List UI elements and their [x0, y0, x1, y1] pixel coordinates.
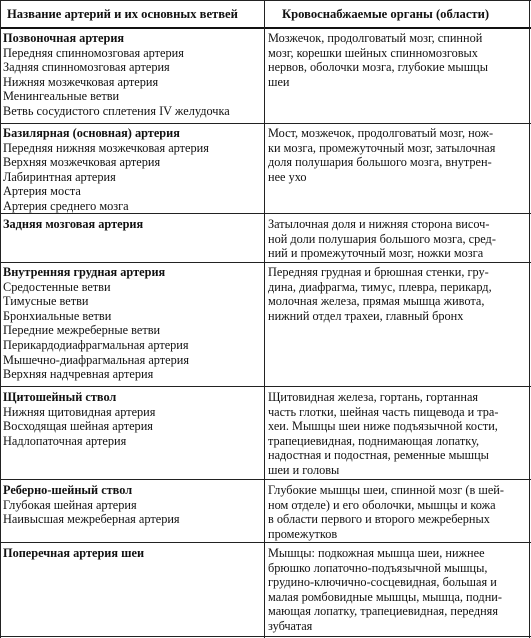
arteries-cell [3, 265, 261, 382]
organs-line: мозг, корешки шейных спинномозговых [268, 45, 478, 60]
branch-name: Менингеальные ветви [3, 89, 120, 104]
branch-name: Средостенные ветви [3, 279, 111, 294]
branch-name: Бронхиальные ветви [3, 308, 112, 323]
header-arteries: Название артерий и их основных ветвей [7, 7, 238, 21]
row-divider [0, 386, 531, 387]
organs-line: грудино-ключично-сосцевидная, большая и [268, 575, 497, 590]
branch-name: Верхняя мозжечковая артерия [3, 155, 161, 170]
main-artery-name: Щитошейный ствол [3, 390, 117, 404]
row-divider [0, 542, 531, 543]
organs-line: мающая лопатку, трапециевидная, передняя [268, 604, 498, 619]
branch-name: Мышечно-диафрагмальная артерия [3, 352, 190, 367]
organs-line: в области первого и второго межреберных [268, 512, 490, 527]
main-artery-name: Задняя мозговая артерия [3, 217, 144, 231]
table-bottom-border [0, 636, 531, 637]
table-top-border [0, 0, 531, 1]
organs-line: нижний отдел трахеи, главный бронх [268, 308, 464, 323]
organs-cell [268, 217, 528, 261]
organs-line: брюшко лопаточно-подъязычной мышцы, [268, 560, 488, 575]
organs-line: Щитовидная железа, гортань, гортанная [268, 390, 479, 404]
organs-line: Глубокие мышцы шеи, спинной мозг (в шей- [268, 483, 504, 497]
organs-line: доля полушария большого мозга, внутрен- [268, 155, 492, 170]
organs-line: промежутков [268, 526, 338, 541]
organs-line: нее ухо [268, 169, 307, 184]
row-divider [0, 262, 531, 263]
organs-cell [268, 546, 528, 634]
branch-name: Ветвь сосудистого сплетения IV желудочка [3, 103, 230, 118]
arteries-cell [3, 483, 261, 527]
organs-line: Мышцы: подкожная мышца шеи, нижнее [268, 546, 485, 560]
arteries-cell [3, 546, 261, 561]
organs-line: малая ромбовидные мышцы, мышца, подни- [268, 589, 502, 604]
organs-cell [268, 265, 528, 323]
main-artery-name: Поперечная артерия шеи [3, 546, 145, 560]
organs-line: нервов, оболочки мозга, глубокие мышцы [268, 60, 489, 75]
arteries-cell [3, 31, 261, 119]
table-right-border [529, 0, 530, 638]
main-artery-name: Внутренняя грудная артерия [3, 265, 166, 279]
organs-line: надостная и подостная, ременные мышцы [268, 448, 489, 463]
organs-cell [268, 390, 528, 478]
organs-line: шеи [268, 74, 290, 89]
branch-name: Верхняя надчревная артерия [3, 367, 154, 382]
table-left-border [0, 0, 1, 638]
organs-line: ний и промежуточный мозг, ножки мозга [268, 246, 484, 261]
branch-name: Наивысшая межреберная артерия [3, 512, 180, 527]
branch-name: Нижняя щитовидная артерия [3, 404, 156, 419]
branch-name: Перикардодиафрагмальная артерия [3, 337, 189, 352]
branch-name: Нижняя мозжечковая артерия [3, 74, 159, 89]
column-divider [264, 0, 265, 638]
main-artery-name: Базилярная (основная) артерия [3, 126, 180, 140]
organs-line: Мост, мозжечок, продолговатый мозг, нож- [268, 126, 494, 140]
arteries-cell [3, 126, 261, 214]
header-organs: Кровоснабжаемые органы (области) [282, 7, 490, 21]
organs-line: шеи и головы [268, 462, 340, 477]
organs-cell [268, 31, 528, 89]
organs-line: трапециевидная, поднимающая лопатку, [268, 433, 480, 448]
branch-name: Глубокая шейная артерия [3, 497, 137, 512]
organs-line: зубчатая [268, 618, 313, 633]
organs-line: ки мозга, промежуточный мозг, затылочная [268, 140, 496, 155]
organs-line: Мозжечок, продолговатый мозг, спинной [268, 31, 483, 45]
organs-line: Затылочная доля и нижняя сторона височ- [268, 217, 490, 231]
organs-line: хеи. Мышцы шеи ниже подъязычной кости, [268, 419, 498, 434]
organs-cell [268, 126, 528, 184]
branch-name: Артерия среднего мозга [3, 198, 129, 213]
main-artery-name: Реберно-шейный ствол [3, 483, 133, 497]
branch-name: Тимусные ветви [3, 294, 89, 309]
branch-name: Передняя спинномозговая артерия [3, 45, 184, 60]
row-divider [0, 123, 531, 124]
branch-name: Передние межреберные ветви [3, 323, 161, 338]
organs-line: ном отделе) и его оболочки, мышцы и кожа [268, 497, 496, 512]
organs-cell [268, 483, 528, 541]
branch-name: Задняя спинномозговая артерия [3, 60, 170, 75]
header-bottom-border [0, 27, 531, 29]
arteries-cell [3, 217, 261, 232]
organs-line: Передняя грудная и брюшная стенки, гру- [268, 265, 489, 279]
organs-line: молочная железа, прямая мышца живота, [268, 294, 485, 309]
row-divider [0, 479, 531, 480]
organs-line: дина, диафрагма, тимус, плевра, перикард, [268, 279, 492, 294]
branch-name: Лабиринтная артерия [3, 169, 116, 184]
branch-name: Передняя нижняя мозжечковая артерия [3, 140, 209, 155]
arteries-cell [3, 390, 261, 448]
organs-line: ной доли полушария большого мозга, сред- [268, 231, 496, 246]
branch-name: Восходящая шейная артерия [3, 419, 153, 434]
main-artery-name: Позвоночная артерия [3, 31, 125, 45]
branch-name: Артерия моста [3, 184, 81, 199]
branch-name: Надлопаточная артерия [3, 433, 127, 448]
organs-line: часть глотки, шейная часть пищевода и тра- [268, 404, 499, 419]
